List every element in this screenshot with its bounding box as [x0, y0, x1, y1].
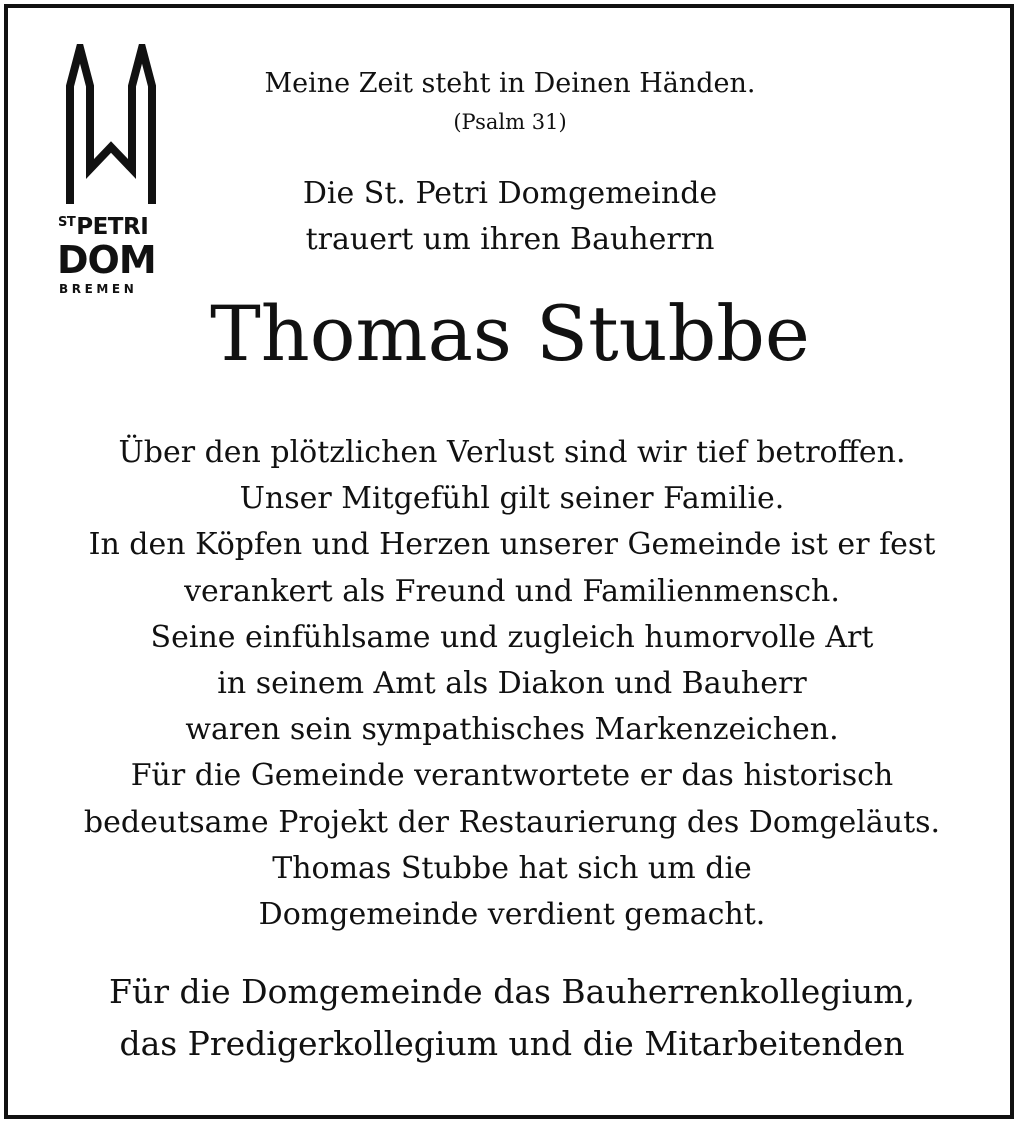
tribute-line: Über den plötzlichen Verlust sind wir tief betroffen.	[118, 435, 906, 470]
intro-line-2: trauert um ihren Bauherrn	[305, 222, 715, 257]
tribute-line: waren sein sympathisches Markenzeichen.	[185, 712, 839, 748]
st-petri-dom-logo	[56, 44, 168, 304]
tribute-line: Thomas Stubbe hat sich um die	[272, 850, 752, 886]
intro-line-1: Die St. Petri Domgemeinde	[302, 176, 718, 211]
tribute-line: verankert als Freund und Familienmensch.	[184, 573, 840, 609]
tribute-line: Seine einfühlsame und zugleich humorvolle Art	[150, 619, 874, 655]
tribute-line: In den Köpfen und Herzen unserer Gemeinde ist er fest	[88, 527, 936, 563]
tribute-line: Unser Mitgefühl gilt seiner Familie.	[239, 481, 785, 517]
tribute-text	[30, 430, 994, 938]
tribute-line: Domgemeinde verdient gemacht.	[258, 897, 766, 933]
psalm-reference: (Psalm 31)	[453, 110, 567, 134]
cathedral-towers-icon	[56, 44, 168, 214]
deceased-name: Thomas Stubbe	[210, 289, 810, 378]
bible-motto: Meine Zeit steht in Deinen Händen.	[264, 68, 756, 99]
signature-line: Für die Domgemeinde das Bauherrenkollegium,	[109, 972, 915, 1011]
logo-text-bremen: BREMEN	[59, 282, 138, 296]
tribute-line: in seinem Amt als Diakon und Bauherr	[217, 666, 807, 702]
signature-block	[30, 966, 994, 1070]
tribute-line: Für die Gemeinde verantwortete er das historisch	[130, 758, 894, 794]
tribute-line: bedeutsame Projekt der Restaurierung des Domgeläuts.	[83, 804, 941, 840]
signature-line: das Predigerkollegium und die Mitarbeitenden	[119, 1024, 905, 1063]
logo-text-st-petri: $^{ST}$PETRI	[58, 214, 149, 240]
logo-text-dom: DOM	[57, 238, 156, 282]
